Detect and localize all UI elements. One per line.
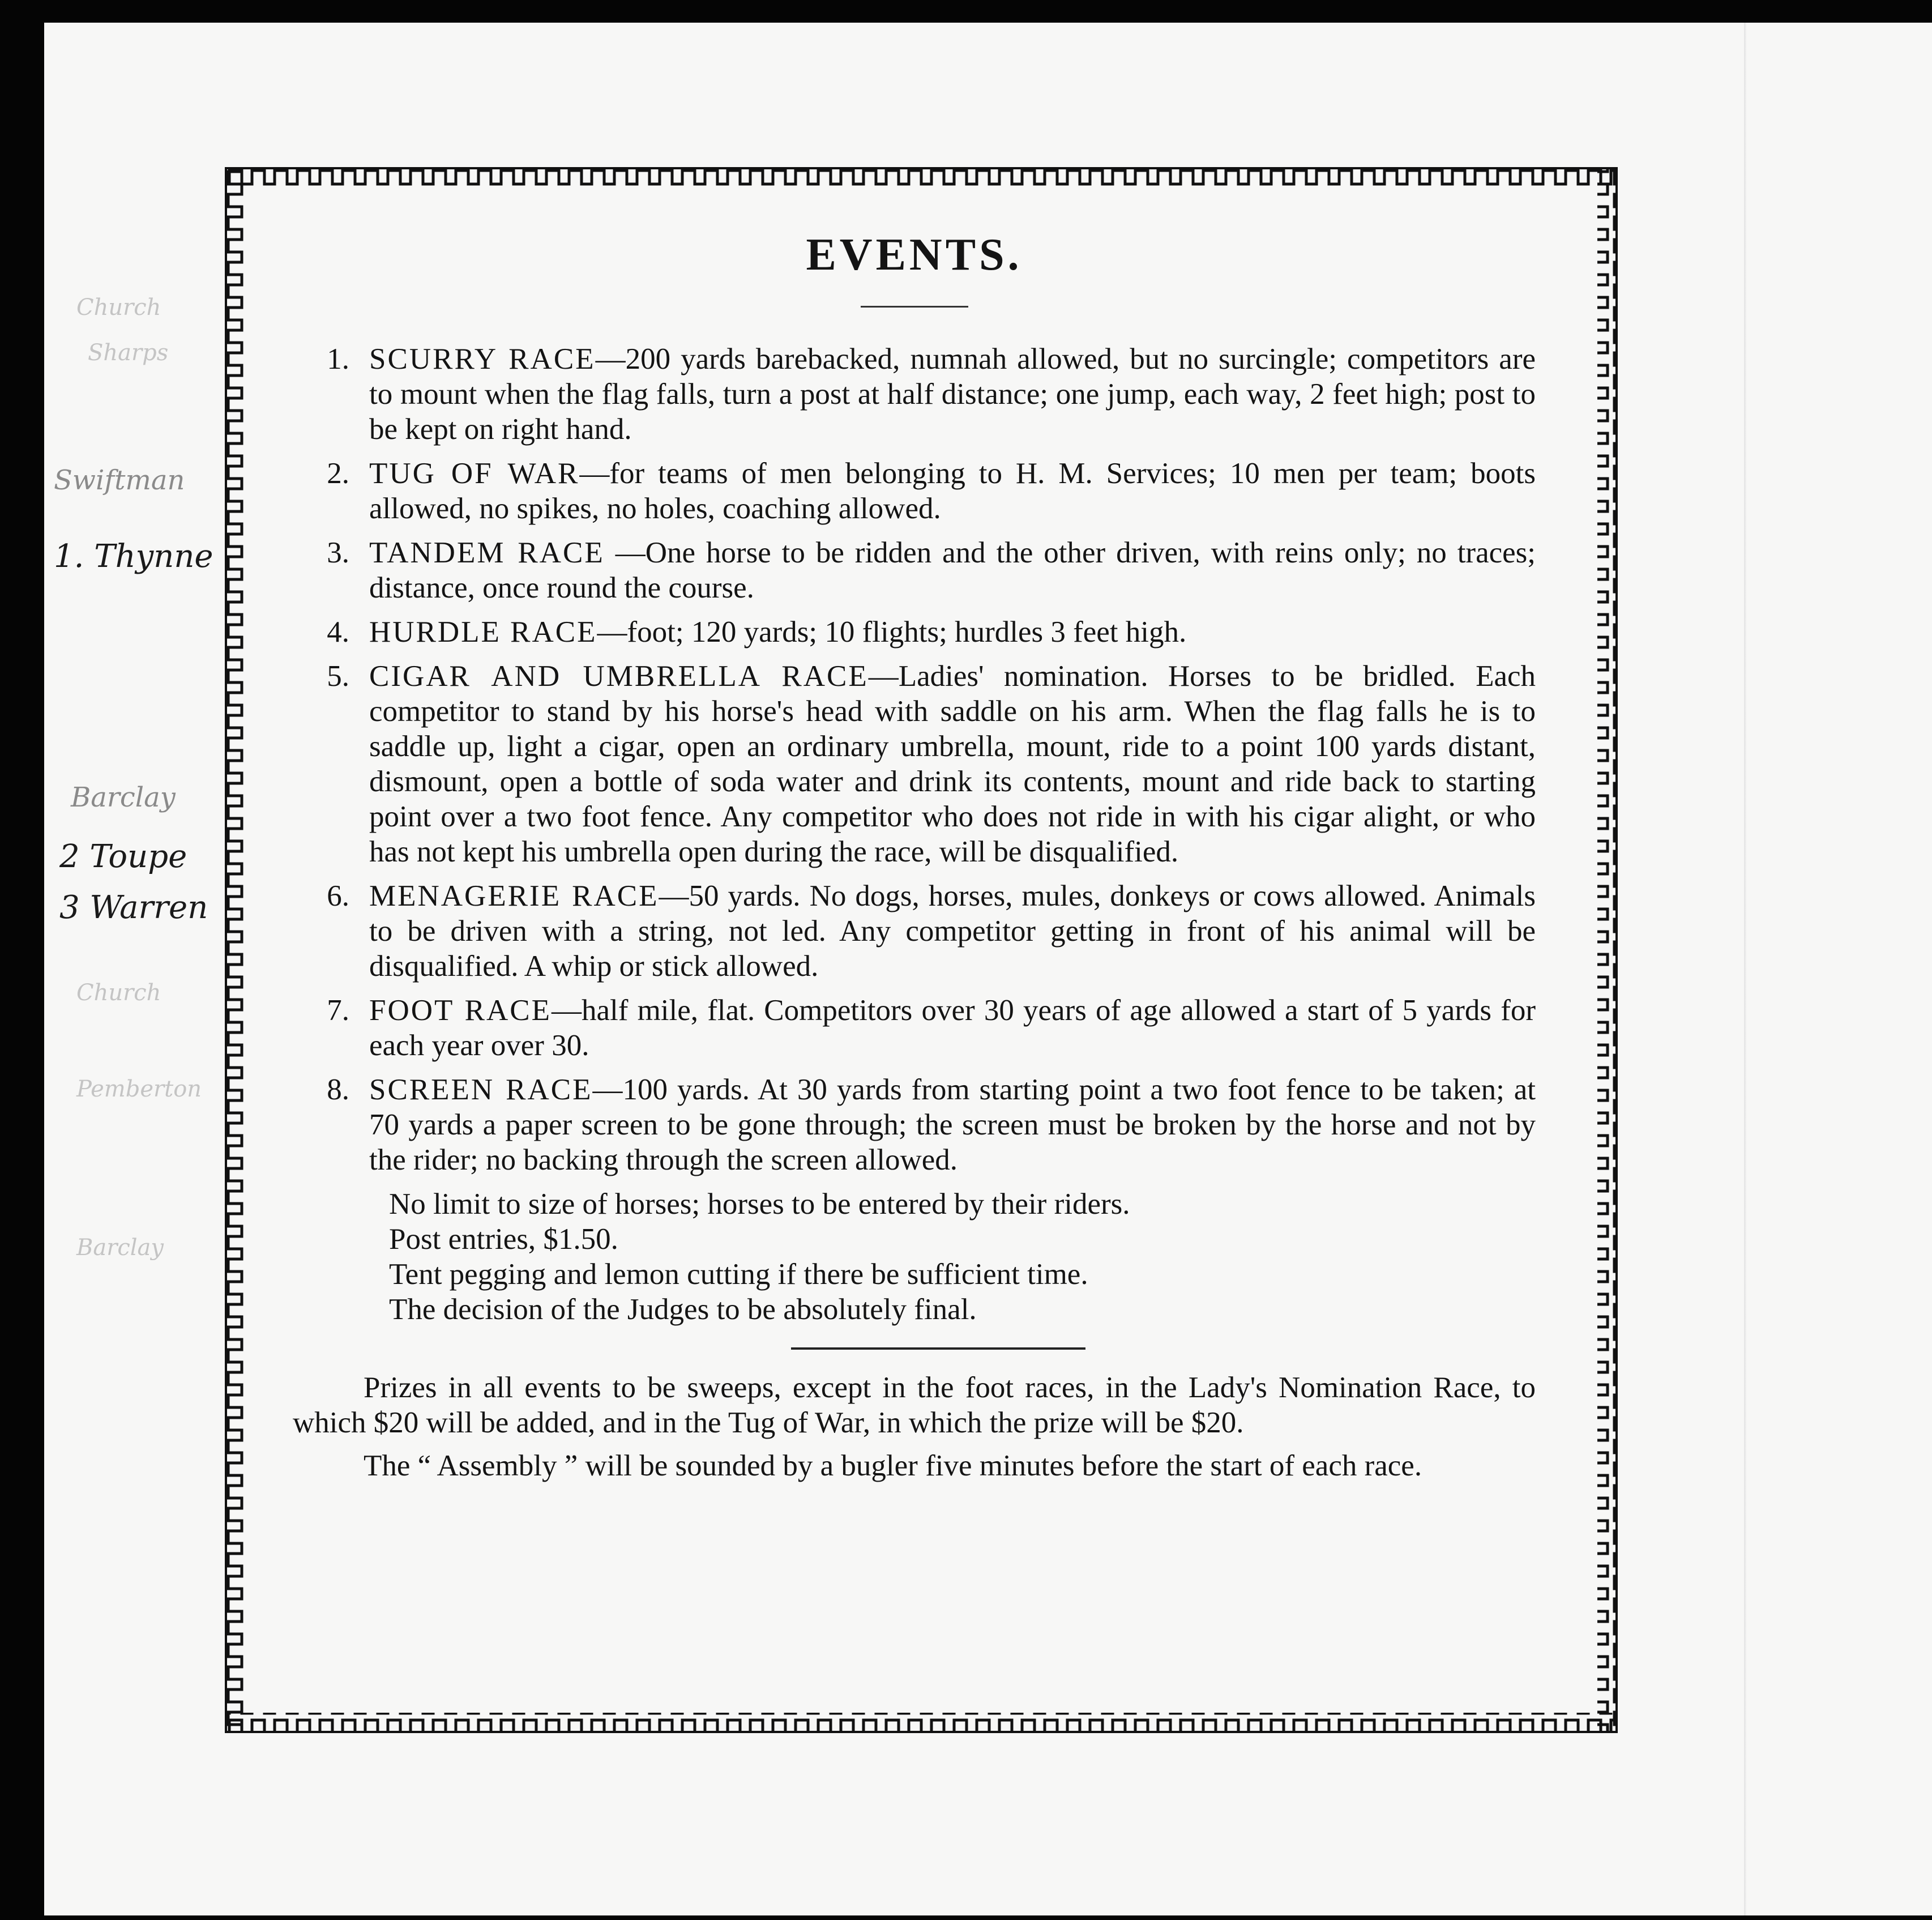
page-title: EVENTS. [806,230,1023,280]
margin-note: Sharps [88,340,169,366]
margin-note: Church [76,980,161,1006]
list-item [293,878,1536,984]
margin-note: 3 Warren [59,889,208,926]
event-name: MENAGERIE RACE [369,880,659,912]
event-name: SCURRY RACE [369,343,596,376]
list-item [293,615,1536,650]
list-item [293,456,1536,526]
event-name: HURDLE RACE [369,616,597,648]
event-text: —200 yards barebacked, numnah allowed, but no surcingle; competitors are to mount when the flag falls, turn a post at half distance; one jump, each way, 2 feet high; post to be kept on right hand. [369,343,1536,446]
list-item [293,993,1536,1063]
note-line: Tent pegging and lemon cutting if there be sufficient time. [389,1258,1088,1291]
event-name: SCREEN RACE [369,1073,593,1106]
prizes-paragraph: Prizes in all events to be sweeps, except in the foot races, in the Lady's Nomination Race, to which $20 will be added, and in the Tug of War, in which the prize will be $20. [293,1371,1536,1439]
note-line: Post entries, $1.50. [389,1223,618,1256]
margin-note: Barclay [76,1235,164,1261]
event-text: —One horse to be ridden and the other driven, with reins only; no traces; distance, once round the course. [369,536,1536,604]
list-item [293,535,1536,605]
event-text: —Ladies' nomination. Horses to be bridled. Each competitor to stand by his horse's head with saddle on his arm. When the flag falls he is to saddle up, light a cigar, open an ordinary umbrella, mount, ride to a point 100 yards distant, dismount, open a bottle of soda water and drink its contents, mount and ride back to starting point over a two foot fence. Any competitor who does not ride in with his cigar alight, or who has not kept his umbrella open during the race, will be disqualified. [369,660,1536,868]
event-number: 4. [327,616,349,648]
margin-note: 2 Toupe [59,838,187,875]
event-name: TANDEM RACE [369,536,605,569]
event-number: 8. [327,1073,349,1106]
event-name: CIGAR AND UMBRELLA RACE [369,660,869,693]
event-number: 7. [327,994,349,1027]
events-frame [225,167,1618,1733]
margin-note: Pemberton [76,1076,202,1102]
list-item [293,342,1536,447]
margin-note: 1. Thynne [54,538,213,575]
section-rule [791,1347,1085,1350]
event-text: —half mile, flat. Competitors over 30 years of age allowed a start of 5 yards for each year over 30. [369,994,1536,1062]
event-number: 3. [327,536,349,569]
event-number: 1. [327,343,349,376]
margin-note: Barclay [71,782,176,813]
event-name: TUG OF WAR [369,457,580,490]
event-number: 5. [327,660,349,693]
rules-notes [293,1187,1536,1327]
title-rule [861,306,968,308]
assembly-paragraph: The “ Assembly ” will be sounded by a bugler five minutes before the start of each race. [364,1449,1422,1482]
event-number: 6. [327,880,349,912]
event-number: 2. [327,457,349,490]
note-line: No limit to size of horses; horses to be entered by their riders. [389,1188,1130,1221]
list-item [293,1072,1536,1177]
list-item [293,659,1536,869]
events-content [293,229,1536,1491]
margin-note: Swiftman [54,464,185,496]
event-name: FOOT RACE [369,994,552,1027]
event-text: —foot; 120 yards; 10 flights; hurdles 3 feet high. [597,616,1187,648]
events-list [293,342,1536,1177]
note-line: The decision of the Judges to be absolutely final. [389,1293,977,1326]
event-text: —for teams of men belonging to H. M. Services; 10 men per team; boots allowed, no spikes, no holes, coaching allowed. [369,457,1536,525]
page-fold [1744,23,1746,1915]
event-text: —50 yards. No dogs, horses, mules, donkeys or cows allowed. Animals to be driven with a string, not led. Any competitor getting in front of his animal will be disqualified. A whip or stick allowed. [369,880,1536,983]
event-text: —100 yards. At 30 yards from starting point a two foot fence to be taken; at 70 yards a paper screen to be gone through; the screen must be broken by the horse and not by the rider; no backing through the screen allowed. [369,1073,1536,1176]
margin-note: Church [76,295,161,321]
